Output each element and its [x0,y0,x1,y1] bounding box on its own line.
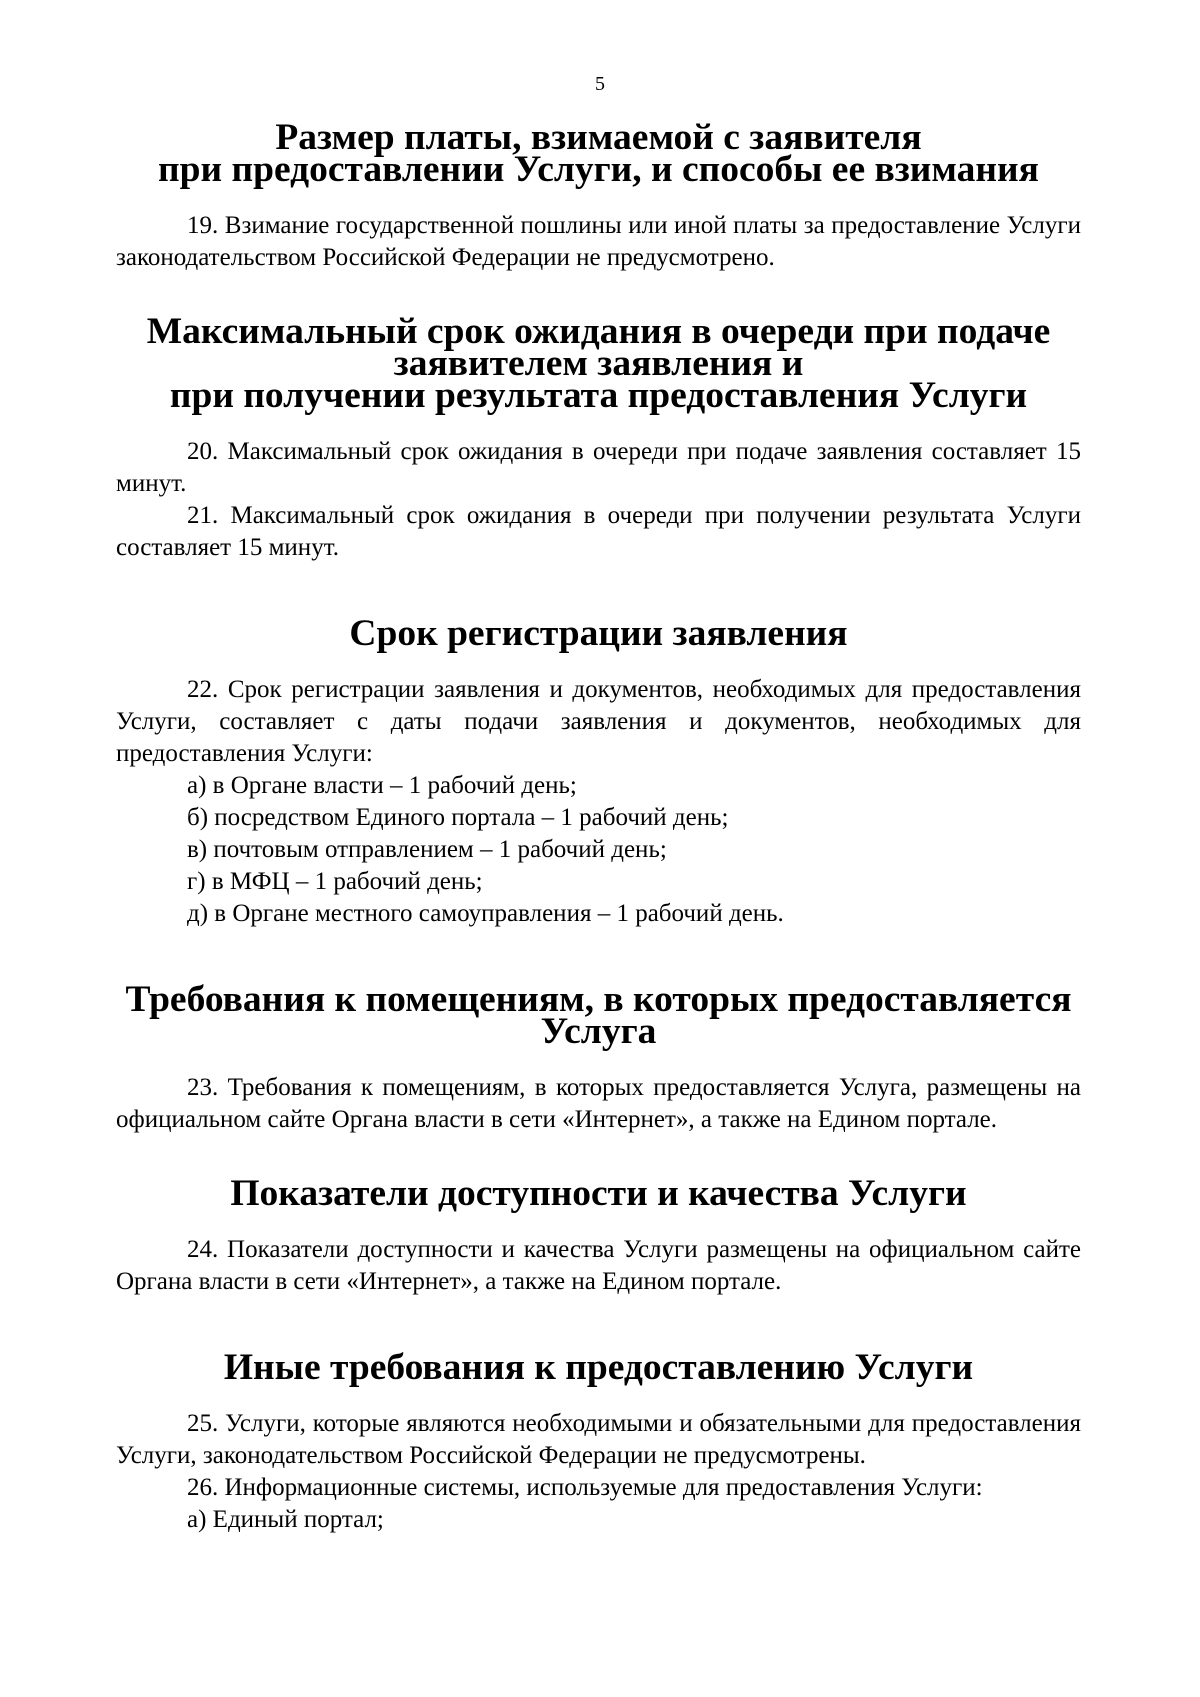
paragraph-26: 26. Информационные системы, используемые для предоставления Услуги: [187,1474,983,1501]
section-heading-availability [116,1173,1081,1214]
heading-line: при получении результата предоставления Услуги [169,375,1028,416]
paragraph-21: 21. Максимальный срок ожидания в очереди при получении результата Услуги составляет 15 минут. [116,502,1081,561]
paragraph-23: 23. Требования к помещениям, в которых предоставляется Услуга, размещены на официальном сайте Органа власти в сети «Интернет», а также на Едином портале. [116,1074,1081,1133]
heading-line: Срок регистрации заявления [349,613,848,654]
list-item: а) Единый портал; [187,1506,384,1533]
document-body [116,117,1081,1536]
heading-line: при предоставлении Услуги, и способы ее взимания [158,149,1039,190]
list-item: а) в Органе власти – 1 рабочий день; [187,772,577,799]
list-item: г) в МФЦ – 1 рабочий день; [187,868,483,895]
section-heading-registration [116,613,1081,654]
heading-line: Размер платы, взимаемой с заявителя [275,117,922,158]
paragraph-24: 24. Показатели доступности и качества Услуги размещены на официальном сайте Органа власти в сети «Интернет», а также на Едином портале. [116,1236,1081,1295]
section-heading-fee [116,117,1081,190]
list-item: б) посредством Единого портала – 1 рабочий день; [187,804,729,831]
paragraph-25: 25. Услуги, которые являются необходимыми и обязательными для предоставления Услуги, законодательством Российской Федерации не предусмотрены. [116,1410,1081,1469]
paragraph-22: 22. Срок регистрации заявления и документов, необходимых для предоставления Услуги, составляет с даты подачи заявления и документов, необходимых для предоставления Услуги: [116,676,1081,767]
section-heading-queue [116,311,1081,416]
heading-line: Максимальный срок ожидания в очереди при подаче заявителем заявления и [146,311,1051,384]
heading-line: Показатели доступности и качества Услуги [230,1173,967,1214]
page-number: 5 [595,73,605,95]
paragraph-19: 19. Взимание государственной пошлины или иной платы за предоставление Услуги законодательством Российской Федерации не предусмотрено. [116,212,1081,271]
list-item: д) в Органе местного самоуправления – 1 рабочий день. [187,900,784,927]
heading-line: Иные требования к предоставлению Услуги [223,1347,974,1388]
heading-line: Требования к помещениям, в которых предоставляется Услуга [125,979,1072,1052]
section-heading-premises [116,979,1081,1052]
list-item: в) почтовым отправлением – 1 рабочий день; [187,836,667,863]
section-heading-other-requirements [116,1347,1081,1388]
paragraph-20: 20. Максимальный срок ожидания в очереди при подаче заявления составляет 15 минут. [116,438,1081,497]
